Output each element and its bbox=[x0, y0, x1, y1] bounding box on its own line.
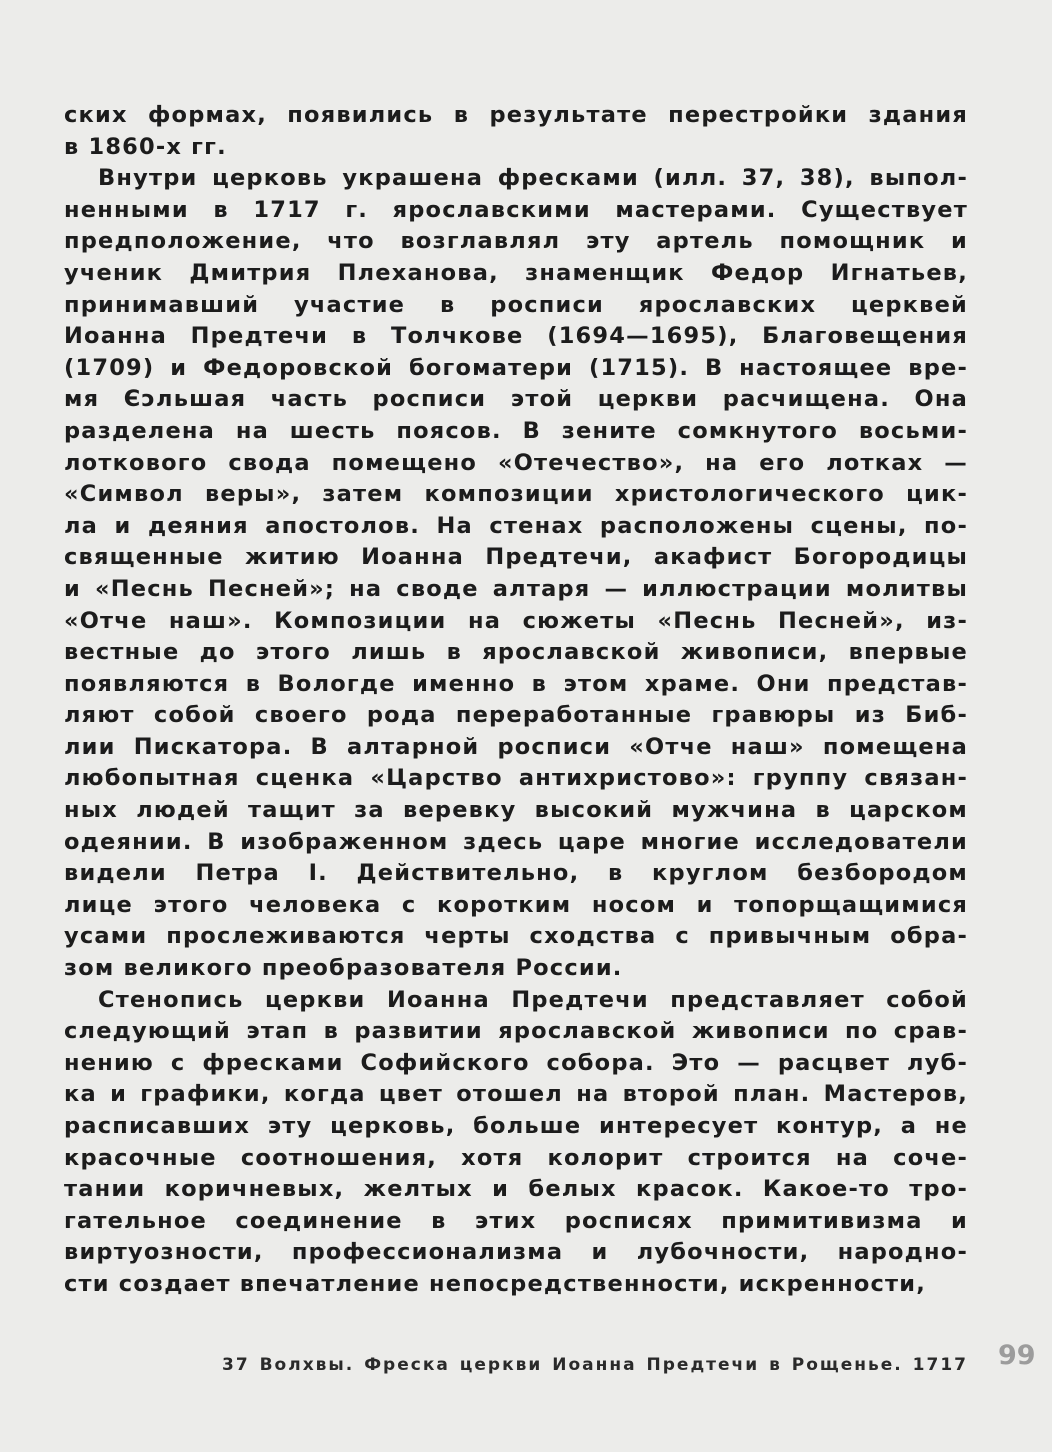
text-line: расписавших эту церковь, больше интересует контур, а не bbox=[64, 1113, 968, 1139]
text-line: одеянии. В изображенном здесь царе многие исследователи bbox=[64, 828, 968, 855]
text-line: ских формах, появились в результате перестройки здания bbox=[64, 102, 968, 128]
text-line: следующий этап в развитии ярославской живописи по срав- bbox=[64, 1018, 968, 1045]
text-line: лице этого человека с коротким носом и топорщащимися bbox=[64, 891, 968, 918]
text-line: Иоанна Предтечи в Толчкове (1694—1695), Благовещения bbox=[64, 323, 968, 350]
text-line: принимавший участие в росписи ярославских церквей bbox=[64, 291, 968, 318]
paragraph bbox=[64, 163, 968, 984]
text-line: тании коричневых, желтых и белых красок. Какое-то тро- bbox=[64, 1176, 968, 1203]
paragraph bbox=[64, 100, 968, 163]
text-line: Внутри церковь украшена фресками (илл. 37, 38), выпол- bbox=[98, 165, 968, 192]
text-line: предположение, что возглавлял эту артель помощник и bbox=[64, 228, 968, 255]
text-line: Стенопись церкви Иоанна Предтечи представляет собой bbox=[98, 986, 968, 1013]
text-line: ла и деяния апостолов. На стенах расположены сцены, по- bbox=[64, 512, 968, 539]
text-line: видели Петра I. Действительно, в круглом безбородом bbox=[64, 860, 968, 887]
text-line: и «Песнь Песней»; на своде алтаря — иллюстрации молитвы bbox=[64, 575, 968, 602]
text-line: ненными в 1717 г. ярославскими мастерами. Существует bbox=[64, 196, 968, 223]
text-line: ученик Дмитрия Плеханова, знаменщик Федор Игнатьев, bbox=[64, 259, 968, 286]
body-text bbox=[64, 100, 968, 1301]
text-line: ляют собой своего рода переработанные гравюры из Биб- bbox=[64, 702, 968, 729]
text-line: священные житию Иоанна Предтечи, акафист Богородицы bbox=[64, 544, 968, 571]
page-number: 99 bbox=[998, 1340, 1036, 1371]
paragraph bbox=[64, 985, 968, 1301]
illustration-caption: 37 Волхвы. Фреска церкви Иоанна Предтечи в Рощенье. 1717 bbox=[222, 1355, 968, 1375]
text-line: сти создает впечатление непосредственности, искренности, bbox=[64, 1270, 927, 1297]
text-line: мя Єɔльшая часть росписи этой церкви расчищена. Она bbox=[64, 386, 968, 413]
text-line: ка и графики, когда цвет отошел на второй план. Мастеров, bbox=[64, 1081, 968, 1108]
text-line: в 1860-х гг. bbox=[64, 133, 227, 160]
text-line: гательное соединение в этих росписях примитивизма и bbox=[64, 1207, 968, 1234]
text-line: разделена на шесть поясов. В зените сомкнутого восьми- bbox=[64, 417, 968, 444]
text-line: любопытная сценка «Царство антихристово»: группу связан- bbox=[64, 765, 968, 792]
text-line: вестные до этого лишь в ярославской живописи, впервые bbox=[64, 639, 968, 666]
text-line: зом великого преобразователя России. bbox=[64, 955, 623, 982]
text-line: «Символ веры», затем композиции христологического цик- bbox=[64, 481, 968, 508]
text-line: усами прослеживаются черты сходства с привычным обра- bbox=[64, 923, 968, 950]
text-line: «Отче наш». Композиции на сюжеты «Песнь Песней», из- bbox=[64, 607, 968, 634]
text-line: нению с фресками Софийского собора. Это — расцвет луб- bbox=[64, 1049, 968, 1076]
text-line: красочные соотношения, хотя колорит строится на соче- bbox=[64, 1144, 968, 1171]
text-line: появляются в Вологде именно в этом храме. Они представ- bbox=[64, 670, 968, 697]
text-line: виртуозности, профессионализма и лубочности, народно- bbox=[64, 1239, 968, 1266]
text-line: лии Пискатора. В алтарной росписи «Отче наш» помещена bbox=[64, 733, 968, 760]
text-line: (1709) и Федоровской богоматери (1715). В настоящее вре- bbox=[64, 354, 968, 381]
text-line: ных людей тащит за веревку высокий мужчина в царском bbox=[64, 797, 968, 824]
text-line: лоткового свода помещено «Отечество», на его лотках — bbox=[64, 449, 968, 476]
